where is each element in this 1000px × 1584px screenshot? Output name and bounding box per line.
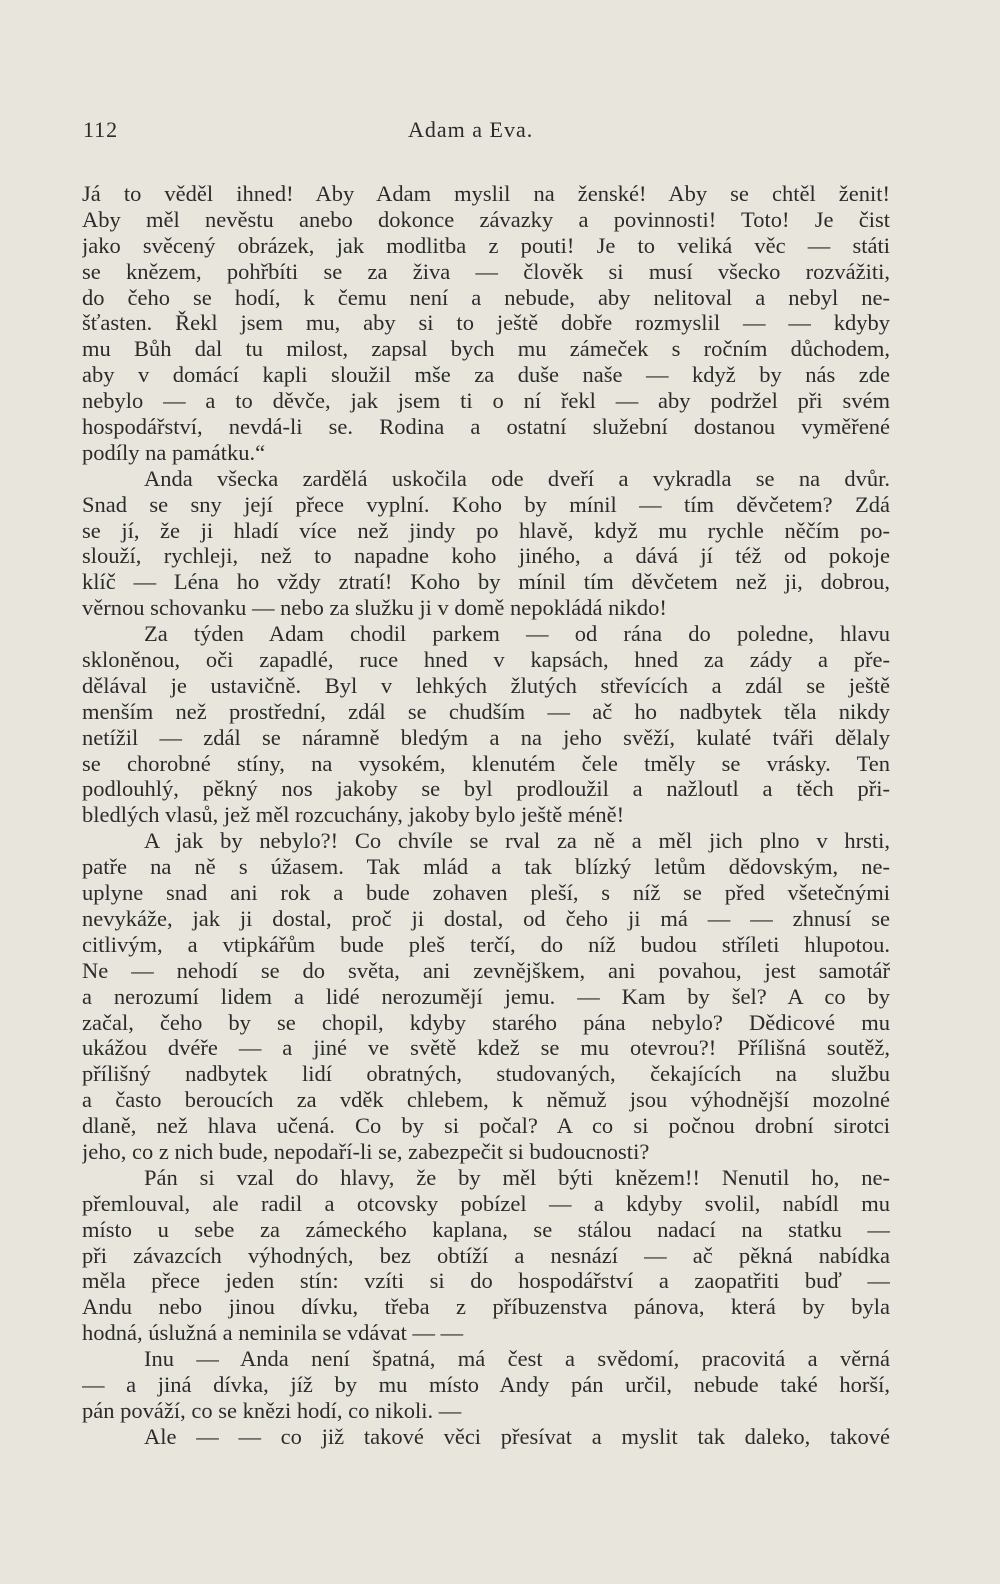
text-line: Andu nebo jinou dívku, třeba z příbuzenstva pánova, která by byla bbox=[82, 1294, 890, 1320]
text-line: — a jiná dívka, jíž by mu místo Andy pán určil, nebude také horší, bbox=[82, 1371, 890, 1397]
text-line: podíly na památku.“ bbox=[82, 439, 266, 465]
text-line: skloněnou, oči zapadlé, ruce hned v kapsách, hned za zády a pře- bbox=[82, 647, 890, 673]
text-line: Ale — — co již takové věci přesívat a myslit tak daleko, takové bbox=[144, 1423, 890, 1449]
text-line: dlaně, než hlava učená. Co by si počal? A co si počnou drobní sirotci bbox=[82, 1113, 890, 1139]
text-line: netížil — zdál se náramně bledým a na jeho svěží, kulaté tváři dělaly bbox=[82, 724, 890, 750]
text-line: Anda všecka zardělá uskočila ode dveří a vykradla se na dvůr. bbox=[144, 465, 890, 491]
text-line: a nerozumí lidem a lidé nerozumějí jemu. — Kam by šel? A co by bbox=[82, 983, 890, 1009]
text-line: jako svěcený obrázek, jak modlitba z pouti! Je to veliká věc — státi bbox=[82, 232, 890, 258]
text-line: začal, čeho by se chopil, kdyby starého pána nebylo? Dědicové mu bbox=[82, 1009, 890, 1035]
text-line: mu Bůh dal tu milost, zapsal bych mu zámeček s ročním důchodem, bbox=[82, 336, 890, 362]
text-line: přemlouval, ale radil a otcovsky pobízel — a kdyby svolil, nabídl mu bbox=[82, 1190, 890, 1216]
text-line: Ne — nehodí se do světa, ani zevnějškem, ani povahou, jest samotář bbox=[82, 957, 890, 983]
text-line: Za týden Adam chodil parkem — od rána do poledne, hlavu bbox=[144, 621, 890, 647]
text-line: a často beroucích za vděk chlebem, k němuž jsou výhodnější mozolné bbox=[82, 1087, 890, 1113]
text-line: A jak by nebylo?! Co chvíle se rval za ně a měl jich plno v hrsti, bbox=[144, 828, 890, 854]
text-line: Já to věděl ihned! Aby Adam myslil na ženské! Aby se chtěl ženit! bbox=[82, 181, 890, 206]
page-header bbox=[83, 117, 880, 147]
text-line: jeho, co z nich bude, nepodaří-li se, zabezpečit si budoucnosti? bbox=[82, 1138, 650, 1164]
text-line: se jí, že ji hladí více než jindy po hlavě, když mu rychle něčím po- bbox=[82, 517, 890, 543]
text-line: hodná, úslužná a neminila se vdávat — — bbox=[82, 1320, 464, 1346]
text-line: nebylo — a to děvče, jak jsem ti o ní řekl — aby podržel při svém bbox=[82, 388, 890, 414]
text-line: pán pováží, co se knězi hodí, co nikoli. — bbox=[82, 1397, 462, 1423]
text-line: klíč — Léna ho vždy ztratí! Koho by mínil tím děvčetem než ji, dobrou, bbox=[82, 569, 890, 595]
text-line: místo u sebe za zámeckého kaplana, se stálou nadací na statku — bbox=[82, 1216, 890, 1242]
text-line: slouží, rychleji, než to napadne koho jiného, a dává jí též od pokoje bbox=[82, 543, 890, 569]
text-line: uplyne snad ani rok a bude zohaven pleší, s níž se před všetečnými bbox=[82, 880, 890, 906]
text-line: věrnou schovanku — nebo za služku ji v domě nepokládá nikdo! bbox=[82, 595, 667, 621]
text-line: aby v domácí kapli sloužil mše za duše naše — když by nás zde bbox=[82, 362, 890, 388]
text-line: citlivým, a vtipkářům bude pleš terčí, do níž budou stříleti hlupotou. bbox=[82, 931, 890, 957]
text-line: Aby měl nevěstu anebo dokonce závazky a povinnosti! Toto! Je čist bbox=[82, 206, 890, 232]
text-line: nevykáže, jak ji dostal, proč ji dostal, od čeho ji má — — zhnusí se bbox=[82, 905, 890, 931]
text-line: do čeho se hodí, k čemu není a nebude, aby nelitoval a nebyl ne- bbox=[82, 284, 890, 310]
page-number: 112 bbox=[83, 117, 119, 142]
text-line: patře na ně s úžasem. Tak mlád a tak blízký letům dědovským, ne- bbox=[82, 854, 890, 880]
body-text bbox=[82, 181, 890, 1450]
running-title: Adam a Eva. bbox=[408, 117, 534, 142]
text-line: Inu — Anda není špatná, má čest a svědomí, pracovitá a věrná bbox=[144, 1346, 890, 1372]
text-line: přílišný nadbytek lidí obratných, studovaných, čekajících na službu bbox=[82, 1061, 890, 1087]
text-line: menším než prostřední, zdál se chudším — ač ho nadbytek těla nikdy bbox=[82, 698, 890, 724]
text-line: Pán si vzal do hlavy, že by měl býti knězem!! Nenutil ho, ne- bbox=[144, 1164, 890, 1190]
text-line: podlouhlý, pěkný nos jakoby se byl prodloužil a nažloutl a těch při- bbox=[82, 776, 890, 802]
text-line: dělával je ustavičně. Byl v lehkých žlutých střevících a zdál se ještě bbox=[82, 672, 890, 698]
text-line: hospodářství, nevdá-li se. Rodina a ostatní služební dostanou vyměřené bbox=[82, 414, 890, 440]
text-line: šťasten. Řekl jsem mu, aby si to ještě dobře rozmyslil — — kdyby bbox=[82, 310, 890, 336]
text-line: Snad se sny její přece vyplní. Koho by mínil — tím děvčetem? Zdá bbox=[82, 491, 890, 517]
text-line: se chorobné stíny, na vysokém, klenutém čele tměly se vrásky. Ten bbox=[82, 750, 890, 776]
text-line: bledlých vlasů, jež měl rozcuchány, jakoby bylo ještě méně! bbox=[82, 802, 625, 828]
text-line: se knězem, pohřbíti se za živa — člověk si musí všecko rozvážiti, bbox=[82, 258, 890, 284]
text-line: při závazcích výhodných, bez obtíží a nesnází — ač pěkná nabídka bbox=[82, 1242, 890, 1268]
text-line: měla přece jeden stín: vzíti si do hospodářství a zaopatřiti buď — bbox=[82, 1268, 890, 1294]
text-line: ukážou dvéře — a jiné ve světě kdež se mu otevrou?! Přílišná soutěž, bbox=[82, 1035, 890, 1061]
